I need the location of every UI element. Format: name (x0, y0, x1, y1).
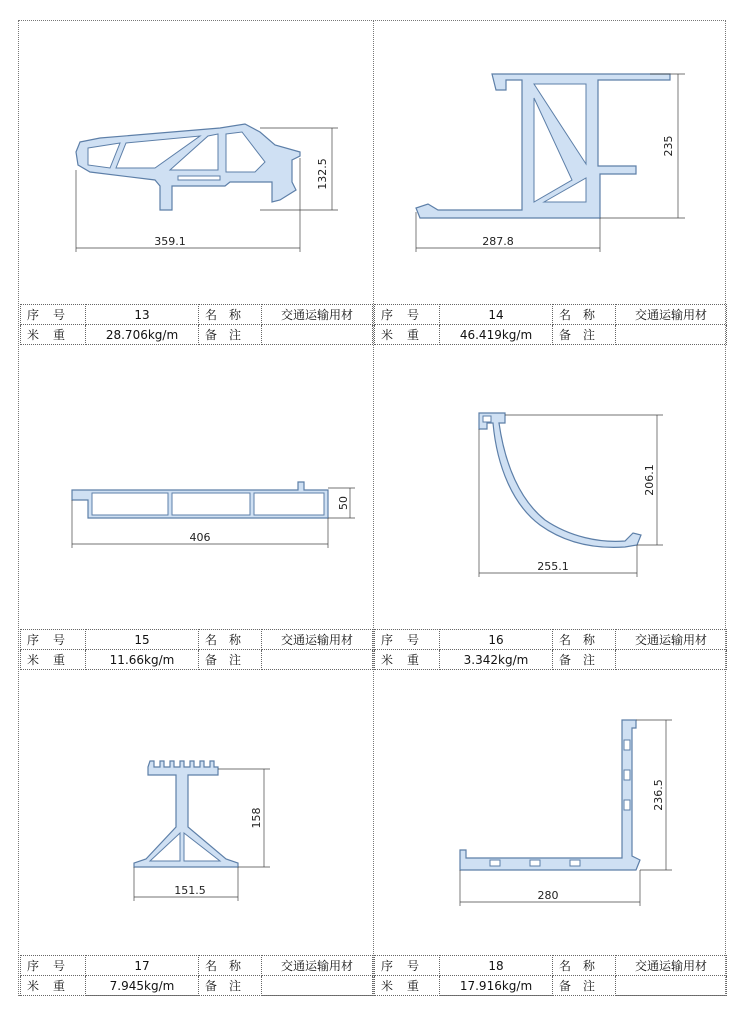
serial-label: 序号 (375, 956, 440, 976)
profile-15-info-table (20, 629, 373, 670)
profile-13-width-dim: 359.1 (154, 235, 186, 248)
serial-label: 序号 (21, 956, 86, 976)
profile-17-height-dim: 158 (250, 807, 263, 829)
profile-18-void (624, 770, 630, 780)
profile-15-width-dim: 406 (189, 531, 211, 544)
profile-17-name: 交通运输用材 (262, 956, 373, 976)
profile-14-drawing (410, 62, 700, 257)
profile-17-serial: 17 (86, 956, 199, 976)
remark-label: 备注 (199, 976, 262, 996)
profile-13-drawing (60, 110, 360, 260)
weight-label: 米重 (375, 976, 440, 996)
profile-17-remark (262, 976, 373, 996)
profile-16-width-dim: 255.1 (537, 560, 569, 573)
column-divider (373, 20, 374, 996)
profile-15-remark (262, 650, 373, 670)
profile-17-width-dim: 151.5 (174, 884, 206, 897)
profile-16-void (483, 416, 491, 422)
weight-label: 米重 (21, 976, 86, 996)
profile-17-weight: 7.945kg/m (86, 976, 199, 996)
profile-13-void (178, 176, 220, 180)
profile-16-name: 交通运输用材 (616, 630, 727, 650)
profile-18-info-table (374, 955, 727, 996)
profile-18-void (624, 740, 630, 750)
profile-18-width-dim: 280 (537, 889, 559, 902)
remark-label: 备注 (199, 650, 262, 670)
profile-18-drawing (450, 710, 680, 910)
profile-18-remark (616, 976, 727, 996)
profile-18-height-dim: 236.5 (652, 779, 665, 811)
profile-15-name: 交通运输用材 (262, 630, 373, 650)
remark-label: 备注 (553, 325, 616, 345)
profile-15-height-dim: 50 (337, 496, 350, 510)
profile-18-name: 交通运输用材 (616, 956, 727, 976)
profile-13-remark (262, 325, 373, 345)
weight-label: 米重 (375, 650, 440, 670)
profile-13-height-dim: 132.5 (316, 158, 329, 190)
profile-15-drawing (60, 470, 360, 560)
weight-label: 米重 (21, 325, 86, 345)
remark-label: 备注 (553, 650, 616, 670)
profile-17-void (184, 833, 220, 861)
profile-16-weight: 3.342kg/m (440, 650, 553, 670)
weight-label: 米重 (21, 650, 86, 670)
profile-17-void (150, 833, 180, 861)
name-label: 名称 (199, 956, 262, 976)
serial-label: 序号 (21, 305, 86, 325)
profile-14-remark (616, 325, 727, 345)
profile-18-void (530, 860, 540, 866)
serial-label: 序号 (375, 305, 440, 325)
name-label: 名称 (199, 305, 262, 325)
profile-14-info-table (374, 304, 727, 345)
serial-label: 序号 (21, 630, 86, 650)
profile-13-serial: 13 (86, 305, 199, 325)
name-label: 名称 (553, 305, 616, 325)
profile-18-void (624, 800, 630, 810)
serial-label: 序号 (375, 630, 440, 650)
profile-15-weight: 11.66kg/m (86, 650, 199, 670)
profile-14-serial: 14 (440, 305, 553, 325)
profile-18-serial: 18 (440, 956, 553, 976)
profile-14-weight: 46.419kg/m (440, 325, 553, 345)
profile-14-name: 交通运输用材 (616, 305, 727, 325)
profile-18-weight: 17.916kg/m (440, 976, 553, 996)
profile-15-void (172, 493, 250, 515)
name-label: 名称 (553, 630, 616, 650)
profile-16-drawing (465, 405, 675, 580)
profile-16-serial: 16 (440, 630, 553, 650)
profile-16-info-table (374, 629, 727, 670)
profile-13-info-table (20, 304, 373, 345)
profile-16-height-dim: 206.1 (643, 464, 656, 496)
profile-18-void (490, 860, 500, 866)
profile-13-weight: 28.706kg/m (86, 325, 199, 345)
name-label: 名称 (553, 956, 616, 976)
weight-label: 米重 (375, 325, 440, 345)
profile-14-width-dim: 287.8 (482, 235, 514, 248)
profile-18-shape (460, 720, 640, 870)
profile-14-height-dim: 235 (662, 135, 675, 157)
profile-15-void (254, 493, 324, 515)
name-label: 名称 (199, 630, 262, 650)
profile-15-serial: 15 (86, 630, 199, 650)
profile-15-void (92, 493, 168, 515)
profile-16-shape (479, 413, 641, 547)
profile-17-info-table (20, 955, 373, 996)
profile-13-name: 交通运输用材 (262, 305, 373, 325)
remark-label: 备注 (553, 976, 616, 996)
remark-label: 备注 (199, 325, 262, 345)
profile-17-drawing (120, 755, 280, 905)
profile-16-remark (616, 650, 727, 670)
profile-18-void (570, 860, 580, 866)
